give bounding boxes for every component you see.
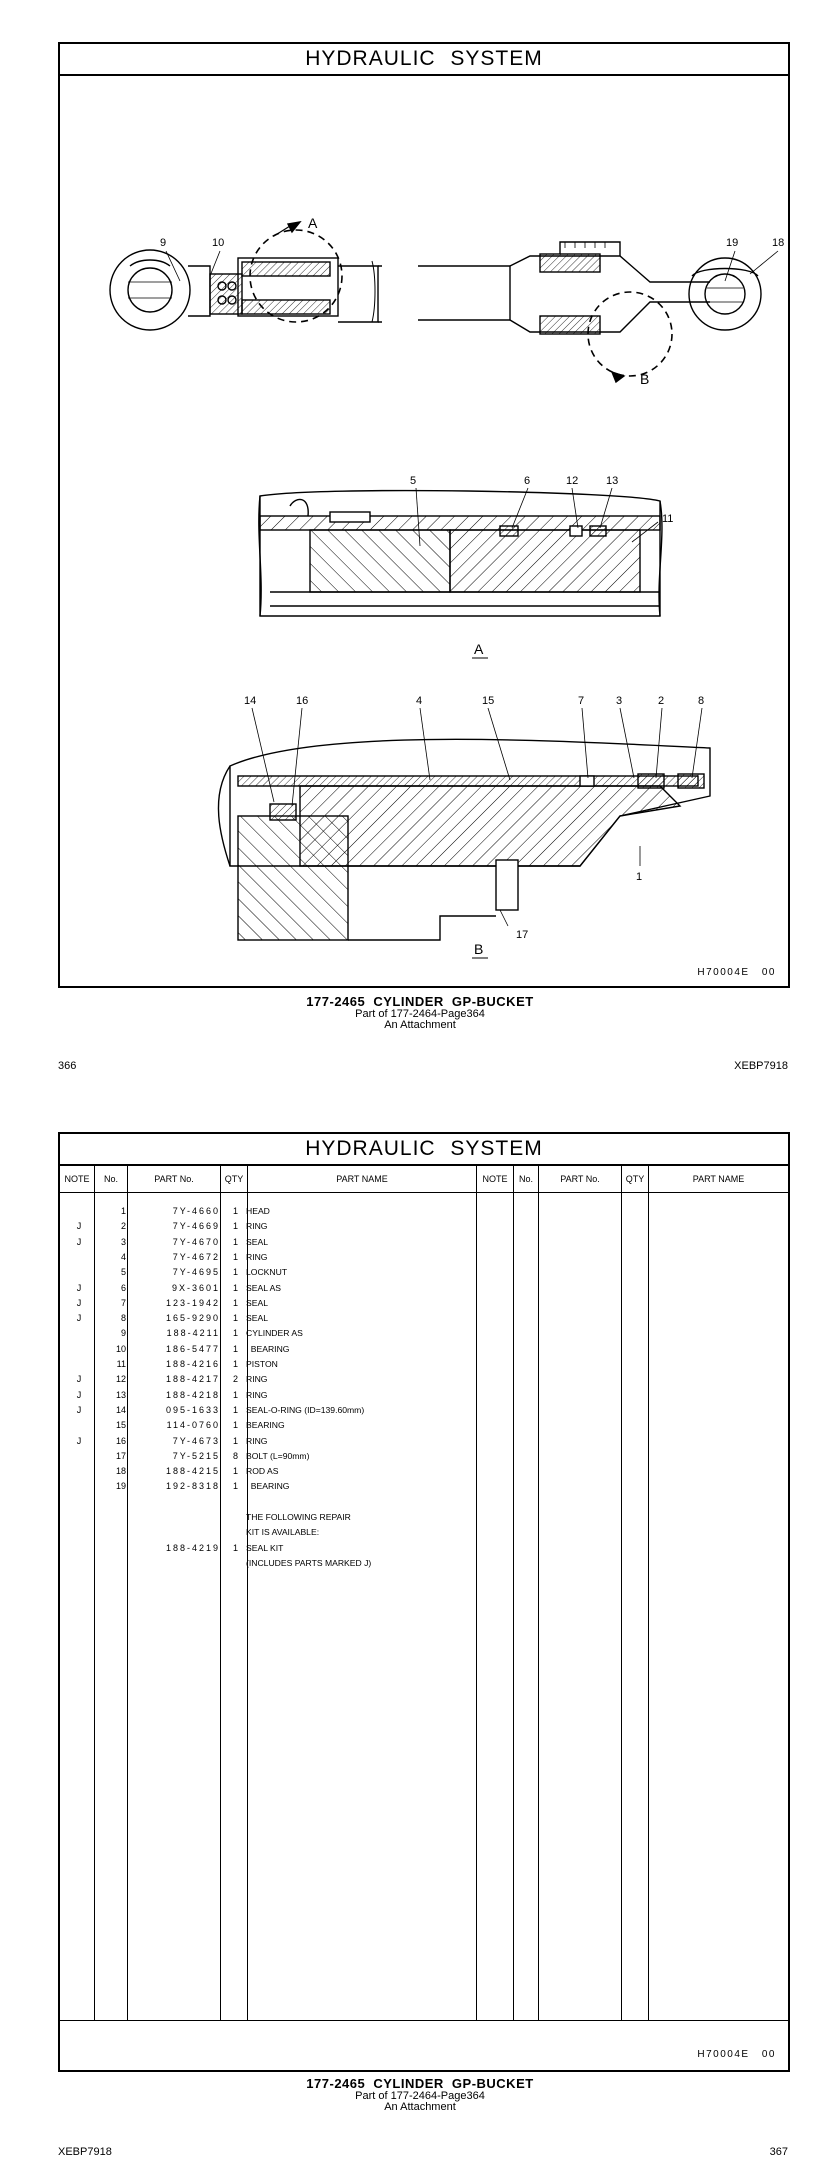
col-header-qty-2: QTY [622,1166,648,1193]
row-quantity: 1 [232,1236,238,1247]
row-quantity: 8 [232,1450,238,1461]
table-row [60,1311,476,1326]
row-part-name: SEAL [246,1236,268,1247]
page-title: HYDRAULIC SYSTEM [60,44,788,76]
col-header-part-name: PART NAME [248,1166,476,1193]
parts-list-caption: 177-2465 CYLINDER GP-BUCKET [306,2076,534,2091]
callout-13: 13 [606,475,619,487]
parts-list-caption-attachment: An Attachment [384,2101,456,2113]
row-part-number: 188-4211 [166,1328,220,1339]
row-part-number: 123-1942 [165,1297,220,1308]
row-part-name: CYLINDER AS [246,1328,303,1339]
table-row [60,1250,476,1265]
parts-list-illustration-code: H70004E 00 [697,2049,776,2060]
row-quantity: 1 [232,1251,238,1262]
view-label-a-top: A [308,215,318,231]
cylinder-overview [110,222,761,382]
callout-8: 8 [698,695,705,707]
row-part-name: PISTON [246,1359,278,1369]
row-part-name: HEAD [246,1206,270,1216]
callout-3: 3 [616,695,623,707]
row-note: J [76,1236,82,1247]
row-part-name: RING [246,1374,268,1385]
view-label-a: A [474,641,484,657]
callout-18: 18 [772,237,785,249]
row-item-number: 13 [115,1389,126,1400]
callout-6: 6 [524,475,531,487]
row-part-number: 7Y-5215 [172,1450,220,1461]
callout-5: 5 [410,475,417,487]
row-note: J [76,1404,82,1415]
row-item-number: 9 [120,1328,126,1339]
row-note: J [76,1435,82,1446]
col-header-note-2: NOTE [477,1166,513,1193]
row-part-name: SEAL AS [246,1282,282,1293]
row-part-name: RING [246,1251,268,1262]
table-row [60,1281,476,1296]
row-part-name: RING [246,1435,268,1446]
table-row [60,1510,476,1525]
row-part-number: 9X-3601 [171,1282,220,1293]
row-note: J [76,1221,82,1232]
row-part-number: 7Y-4695 [172,1267,220,1278]
table-row [60,1296,476,1311]
row-part-number: 7Y-4669 [172,1221,220,1232]
row-quantity: 1 [232,1267,238,1278]
callout-1: 1 [636,871,643,883]
row-item-number: 10 [115,1343,126,1354]
row-part-number: 188-4218 [165,1389,220,1400]
table-row [60,1525,476,1540]
parts-list-caption-parent: Part of 177-2464-Page364 [355,2090,485,2102]
row-quantity: 1 [232,1282,238,1293]
callout-17: 17 [516,929,529,941]
row-part-number: 114-0760 [166,1420,220,1431]
table-row [60,1357,476,1372]
row-item-number: 8 [120,1313,126,1324]
table-row [60,1403,476,1418]
row-part-number: 188-4215 [165,1466,220,1477]
row-part-name: SEAL-O-RING (ID=139.60mm) [246,1404,365,1415]
table-row [60,1265,476,1280]
row-part-name: SEAL [246,1297,268,1308]
table-row [60,1235,476,1250]
row-part-name: BEARING [246,1420,285,1431]
row-part-number: 188-4217 [165,1374,220,1385]
row-part-name: THE FOLLOWING REPAIR [246,1512,351,1522]
table-row [60,1495,476,1510]
row-part-name: BEARING [246,1481,290,1492]
page-number-left: 366 [58,1060,77,1072]
view-label-b: B [474,941,484,957]
table-row [60,1372,476,1387]
table-row [60,1219,476,1234]
row-part-number: 095-1633 [165,1404,220,1415]
row-item-number: 7 [120,1297,126,1308]
callout-4: 4 [416,695,423,707]
row-part-number: 186-5477 [165,1343,220,1354]
col-header-part-name-2: PART NAME [649,1166,788,1193]
row-quantity: 1 [232,1404,238,1415]
col-header-note: NOTE [60,1166,94,1193]
col-header-no-2: No. [514,1166,538,1193]
row-quantity: 1 [232,1359,238,1369]
row-item-number: 16 [115,1435,126,1446]
row-item-number: 5 [120,1267,126,1278]
callout-11: 11 [662,513,674,525]
row-part-name: SEAL [246,1313,268,1324]
row-part-number: 192-8318 [165,1481,220,1492]
row-quantity: 1 [232,1420,238,1431]
cylinder-illustration [60,76,788,976]
table-row [60,1449,476,1464]
row-part-name: SEAL KIT [246,1542,284,1553]
row-part-number: 188-4219 [165,1542,220,1553]
row-part-name: RING [246,1389,268,1400]
table-row [60,1204,476,1219]
col-header-no: No. [95,1166,127,1193]
figure-caption-parent: Part of 177-2464-Page364 [355,1008,485,1020]
document-code-left: XEBP7918 [58,2146,112,2158]
illustration-code: H70004E 00 [697,967,776,978]
row-item-number: 12 [115,1374,126,1385]
callout-19: 19 [726,237,739,249]
callout-16: 16 [296,695,309,707]
callout-7: 7 [578,695,585,707]
row-item-number: 17 [115,1450,126,1461]
row-item-number: 14 [115,1404,126,1415]
table-row [60,1541,476,1556]
row-quantity: 1 [232,1206,238,1216]
page-number-right: 367 [769,2146,788,2158]
row-item-number: 3 [120,1236,126,1247]
row-part-name: KIT IS AVAILABLE: [246,1527,320,1538]
row-item-number: 6 [120,1282,126,1293]
row-item-number: 11 [116,1359,126,1369]
callout-12: 12 [566,475,579,487]
row-part-name: (INCLUDES PARTS MARKED J) [246,1557,372,1568]
row-quantity: 1 [232,1389,238,1400]
row-quantity: 2 [232,1374,238,1385]
row-part-name: LOCKNUT [246,1267,288,1278]
col-header-part-no-2: PART No. [539,1166,621,1193]
table-row [60,1556,476,1571]
detail-a [259,491,662,616]
table-row [60,1342,476,1357]
callout-14: 14 [244,695,257,707]
row-note: J [76,1297,82,1308]
row-part-name: ROD AS [246,1466,279,1477]
row-item-number: 2 [120,1221,126,1232]
row-note: J [76,1374,82,1385]
row-item-number: 18 [115,1466,126,1477]
row-part-number: 188-4216 [165,1359,220,1369]
col-header-part-no: PART No. [128,1166,220,1193]
detail-b [218,739,710,940]
row-note: J [76,1389,82,1400]
table-row [60,1464,476,1479]
view-label-b-top: B [640,371,650,387]
illustration-frame [58,42,790,988]
table-row [60,1388,476,1403]
callout-2: 2 [658,695,665,707]
table-row [60,1479,476,1494]
row-part-number: 165-9290 [165,1313,220,1324]
row-quantity: 1 [232,1542,238,1553]
row-quantity: 1 [232,1328,238,1339]
row-part-number: 7Y-4672 [172,1251,220,1262]
parts-list-frame [58,1132,790,2072]
callout-9: 9 [160,237,167,249]
table-row [60,1326,476,1341]
callout-10: 10 [212,237,225,249]
row-quantity: 1 [232,1466,238,1477]
row-item-number: 1 [120,1206,126,1216]
row-item-number: 4 [120,1251,126,1262]
row-note: J [76,1313,82,1324]
row-item-number: 19 [115,1481,126,1492]
row-quantity: 1 [232,1221,238,1232]
row-quantity: 1 [232,1435,238,1446]
row-part-name: BEARING [246,1343,290,1354]
document-code-right: XEBP7918 [734,1060,788,1072]
row-quantity: 1 [232,1313,238,1324]
table-row [60,1418,476,1433]
col-header-qty: QTY [221,1166,247,1193]
row-quantity: 1 [232,1343,238,1354]
row-part-name: BOLT (L=90mm) [246,1450,310,1461]
figure-caption: 177-2465 CYLINDER GP-BUCKET [306,994,534,1009]
row-quantity: 1 [232,1481,238,1492]
parts-list-title: HYDRAULIC SYSTEM [60,1134,788,1166]
row-item-number: 15 [115,1420,126,1431]
row-quantity: 1 [232,1297,238,1308]
row-part-number: 7Y-4670 [172,1236,220,1247]
row-part-number: 7Y-4673 [172,1435,220,1446]
callout-15: 15 [482,695,495,707]
row-part-number: 7Y-4660 [172,1206,220,1216]
row-part-name: RING [246,1221,268,1232]
row-note: J [76,1282,82,1293]
table-row [60,1434,476,1449]
figure-caption-attachment: An Attachment [384,1019,456,1031]
